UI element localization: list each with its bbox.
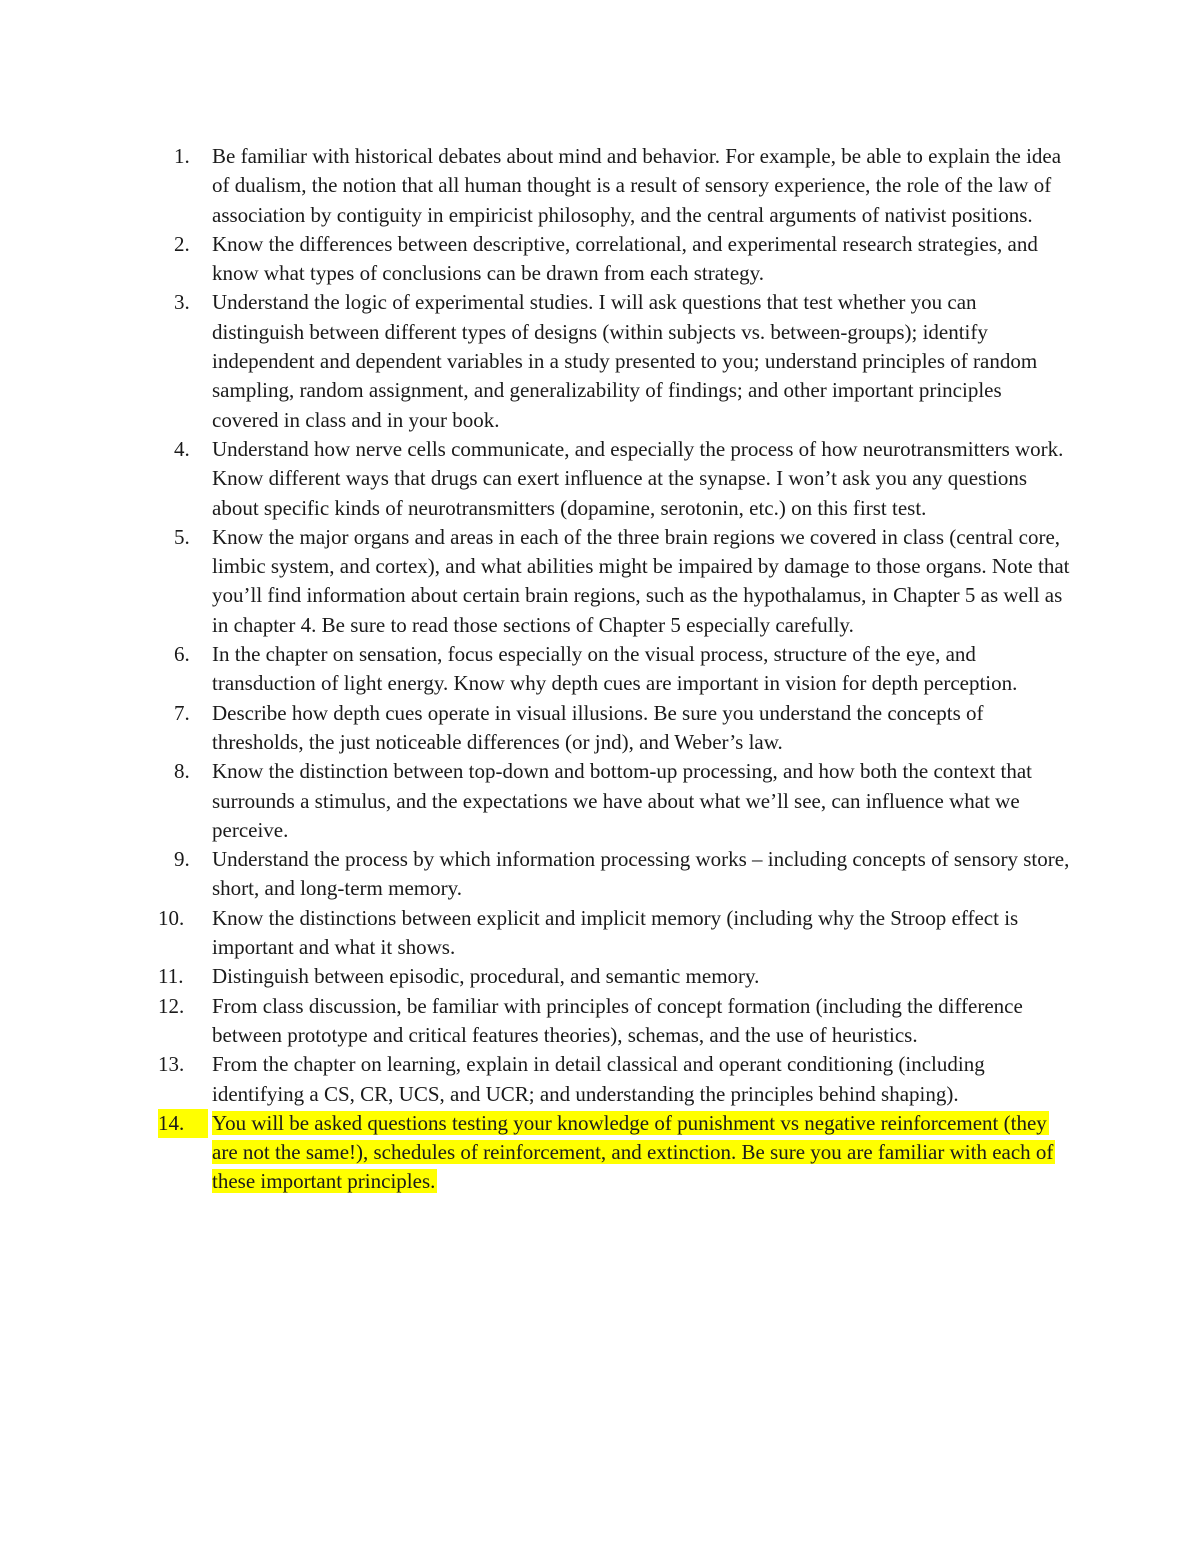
item-text: Know the distinction between top-down and bottom-up processing, and how both the context that surrounds a stimulus, and the expectations we have about what we’ll see, can influence what we perceive. bbox=[212, 759, 1033, 842]
highlighted-text: You will be asked questions testing your knowledge of punishment vs negative reinforcement (they are not the same!), schedules of reinforcement, and extinction. Be sure you are familiar with each of these important principles. bbox=[212, 1110, 1054, 1194]
list-item-8 bbox=[158, 757, 1070, 845]
item-number: 5. bbox=[174, 524, 190, 549]
list-item-7 bbox=[158, 699, 1070, 758]
list-item-12 bbox=[158, 992, 1070, 1051]
list-item-11 bbox=[158, 962, 1070, 991]
item-text: From class discussion, be familiar with principles of concept formation (including the difference between prototype and critical features theories), schemas, and the use of heuristics. bbox=[212, 993, 1023, 1047]
item-number: 2. bbox=[174, 231, 190, 256]
item-number: 9. bbox=[174, 847, 190, 872]
item-number: 13. bbox=[158, 1052, 185, 1077]
item-number: 7. bbox=[174, 700, 190, 725]
item-text: In the chapter on sensation, focus especially on the visual process, structure of the eye, and transduction of light energy. Know why depth cues are important in vision for depth perception. bbox=[212, 642, 1018, 696]
list-item-1 bbox=[158, 142, 1070, 230]
item-number: 14. bbox=[158, 1109, 208, 1138]
item-text: From the chapter on learning, explain in detail classical and operant conditioning (including identifying a CS, CR, UCS, and UCR; and understanding the principles behind shaping). bbox=[212, 1052, 985, 1106]
item-number: 11. bbox=[158, 964, 184, 989]
item-text: Understand the logic of experimental studies. I will ask questions that test whether you can distinguish between different types of designs (within subjects vs. between-groups); identify independent and dependent variables in a study presented to you; understand principles of random sampling, random assignment, and generalizability of findings; and other important principles covered in class and in your book. bbox=[212, 290, 1038, 432]
item-number: 1. bbox=[174, 144, 190, 168]
list-item-5 bbox=[158, 523, 1070, 640]
list-item-3 bbox=[158, 288, 1070, 434]
item-text: Describe how depth cues operate in visual illusions. Be sure you understand the concepts of thresholds, the just noticeable differences (or jnd), and Weber’s law. bbox=[212, 700, 984, 754]
item-number: 8. bbox=[174, 759, 190, 784]
list-item-6 bbox=[158, 640, 1070, 699]
list-item-4 bbox=[158, 435, 1070, 523]
study-guide-list bbox=[158, 142, 1070, 1197]
item-number: 4. bbox=[174, 436, 190, 461]
list-item-2 bbox=[158, 230, 1070, 289]
item-text: Know the distinctions between explicit and implicit memory (including why the Stroop effect is important and what it shows. bbox=[212, 905, 1019, 960]
item-text: Know the major organs and areas in each of the three brain regions we covered in class (central core, limbic system, and cortex), and what abilities might be impaired by damage to those organs. Note that you’ll find information about certain brain regions, such as the hypothalamus, in Chapter 5 as well as in chapter 4. Be sure to read those sections of Chapter 5 especially carefully. bbox=[212, 524, 1070, 637]
item-number: 12. bbox=[158, 993, 185, 1018]
item-number: 10. bbox=[158, 905, 185, 930]
list-item-10 bbox=[158, 904, 1070, 963]
item-number: 6. bbox=[174, 642, 190, 667]
item-text: Be familiar with historical debates about mind and behavior. For example, be able to explain the idea of dualism, the notion that all human thought is a result of sensory experience, the role of the law of association by contiguity in empiricist philosophy, and the central arguments of nativist positions. bbox=[212, 144, 1062, 227]
item-text: Understand the process by which information processing works – including concepts of sensory store, short, and long-term memory. bbox=[212, 847, 1070, 901]
list-item-13 bbox=[158, 1050, 1070, 1109]
item-text: Understand how nerve cells communicate, and especially the process of how neurotransmitters work. Know different ways that drugs can exert influence at the synapse. I won’t ask you any questions about specific kinds of neurotransmitters (dopamine, serotonin, etc.) on this first test. bbox=[212, 436, 1064, 520]
item-number: 3. bbox=[174, 290, 190, 315]
list-item-14-highlighted bbox=[158, 1109, 1070, 1197]
list-item-9 bbox=[158, 845, 1070, 904]
item-text: Know the differences between descriptive, correlational, and experimental research strategies, and know what types of conclusions can be drawn from each strategy. bbox=[212, 231, 1038, 286]
item-text-wrapper bbox=[212, 1109, 1070, 1197]
item-text: Distinguish between episodic, procedural, and semantic memory. bbox=[212, 964, 760, 989]
